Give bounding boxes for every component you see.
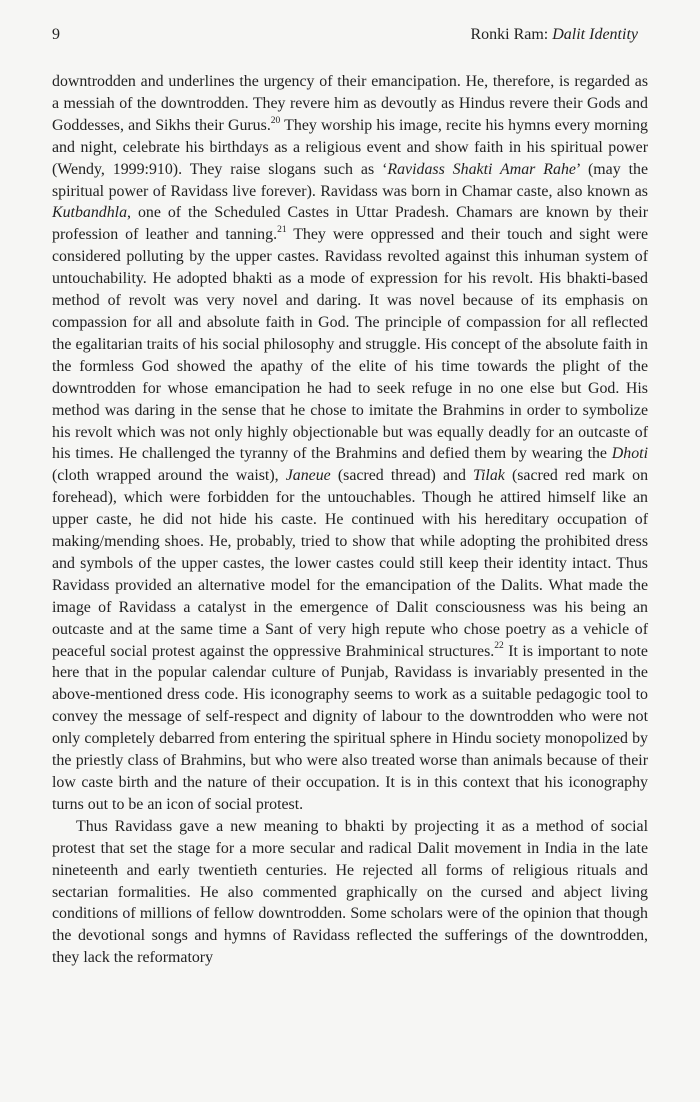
footnote-ref-22: 22 [494, 641, 504, 652]
text-run: (cloth wrapped around the waist), [52, 467, 286, 485]
footnote-ref-21: 21 [277, 225, 287, 236]
paragraph: Thus Ravidass gave a new meaning to bhakti by projecting it as a method of social protest that set the stage for a more secular and radical Dalit movement in India in the late nineteenth and early twentieth centuries. He rejected all forms of religious rituals and sectarian formalities. He also commented graphically on the cursed and abject living conditions of millions of fellow downtrodden. Some scholars were of the opinion that though the devotional songs and hymns of Ravidass reflected the sufferings of the downtrodden, they lack the reformatory [52, 817, 648, 967]
italic-term: Dhoti [611, 445, 648, 463]
running-head-author: Ronki Ram: [470, 26, 553, 43]
running-head [470, 26, 638, 44]
text-run: It is important to note here that in the popular calendar culture of Punjab, Ravidass is invariably presented in the above-mentioned dress code. His iconography seems to work as a suitable pedagogic tool to convey the message of self-respect and dignity of labour to the downtrodden who were not only completely debarred from entering the spiritual sphere in Hindu society monopolized by the priestly class of Brahmins, but who were also treated worse than animals because of their low caste birth and the nature of their occupation. It is in this context that his iconography turns out to be an icon of social protest. [52, 642, 648, 813]
running-header [52, 26, 638, 50]
text-run: , one of the Scheduled Castes in Uttar Pradesh. Chamars are known by their profession of leather and tanning. [52, 204, 648, 244]
text-run: (sacred thread) and [330, 467, 474, 485]
text-run: ’ (may the spiritual power of Ravidass live forever). Ravidass was born in Chamar caste, also known as [52, 160, 648, 200]
paragraph [52, 71, 648, 816]
text-run: downtrodden and underlines the urgency of their emancipation. He, therefore, is regarded as a messiah of the downtrodden. They revere him as devoutly as Hindus revere their Gods and Goddesses, and Sikhs their Gurus. [52, 73, 648, 134]
italic-term: Tilak [473, 467, 505, 485]
italic-term: Kutbandhla [52, 204, 128, 222]
text-run: They worship his image, recite his hymns every morning and night, celebrate his birthdays as a religious event and show faith in his spiritual power (Wendy, 1999:910). They raise slogans such as ‘ [52, 116, 648, 178]
text-run: (sacred red mark on forehead), which were forbidden for the untouchables. Though he attired himself like an upper caste, he did not hide his caste. He continued with his hereditary occupation of making/mending shoes. He, probably, tried to show that while adopting the prohibited dress and symbols of the upper castes, the lower castes could still keep their identity intact. Thus Ravidass provided an alternative model for the emancipation of the Dalits. What made the image of Ravidass a catalyst in the emergence of Dalit consciousness was his being an outcaste and at the same time a Sant of very high repute who chose poetry as a vehicle of peaceful social protest against the oppressive Brahminical structures. [52, 467, 649, 660]
body-text [52, 71, 648, 969]
italic-term: Ravidass Shakti Amar Rahe [387, 160, 576, 178]
text-run: They were oppressed and their touch and sight were considered polluting by the upper castes. Ravidass revolted against this inhuman system of untouchability. He adopted bhakti as a mode of expression for his revolt. His bhakti-based method of revolt was very novel and daring. It was novel because of its emphasis on compassion for all and absolute faith in God. The principle of compassion for all reflected the egalitarian traits of his social philosophy and struggle. His concept of the absolute faith in the formless God showed the apathy of the elite of his time towards the plight of the downtrodden for whose emancipation he had to seek refuge in no one else but God. His method was daring in the sense that he chose to imitate the Brahmins in order to symbolize his revolt which was not only highly objectionable but was equally deadly for an outcaste of his times. He challenged the tyranny of the Brahmins and defied them by wearing the [52, 226, 648, 463]
running-head-title: Dalit Identity [552, 26, 638, 43]
italic-term: Janeue [285, 467, 331, 485]
page-number: 9 [52, 26, 60, 43]
footnote-ref-20: 20 [270, 115, 281, 126]
